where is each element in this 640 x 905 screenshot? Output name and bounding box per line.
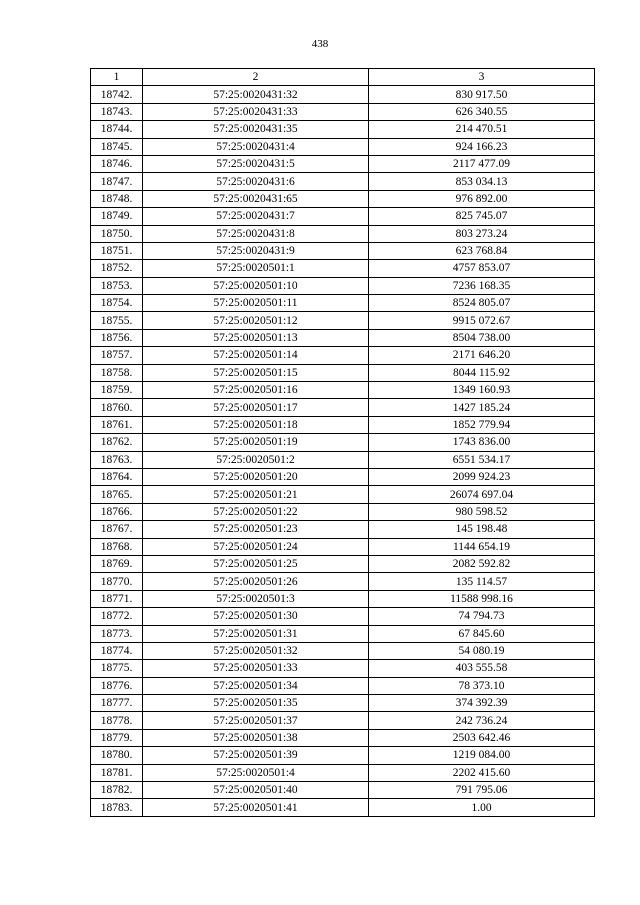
row-number-cell: 18773. [91, 625, 143, 642]
row-number-cell: 18767. [91, 521, 143, 538]
cadastral-number-cell: 57:25:0020431:32 [143, 86, 369, 103]
table-row [91, 608, 595, 625]
row-number-cell: 18776. [91, 677, 143, 694]
table-row [91, 555, 595, 572]
row-number-cell: 18779. [91, 729, 143, 746]
cadastral-number-cell: 57:25:0020501:31 [143, 625, 369, 642]
table-row [91, 155, 595, 172]
value-cell: 214 470.51 [369, 121, 595, 138]
value-cell: 11588 998.16 [369, 590, 595, 607]
value-cell: 135 114.57 [369, 573, 595, 590]
cadastral-number-cell: 57:25:0020431:6 [143, 173, 369, 190]
row-number-cell: 18743. [91, 103, 143, 120]
row-number-cell: 18758. [91, 364, 143, 381]
table-row [91, 451, 595, 468]
table-row [91, 364, 595, 381]
value-cell: 9915 072.67 [369, 312, 595, 329]
table-row [91, 625, 595, 642]
table-row [91, 434, 595, 451]
table-row [91, 538, 595, 555]
row-number-cell: 18765. [91, 486, 143, 503]
cadastral-number-cell: 57:25:0020501:24 [143, 538, 369, 555]
table-row [91, 260, 595, 277]
row-number-cell: 18775. [91, 660, 143, 677]
value-cell: 6551 534.17 [369, 451, 595, 468]
column-header-3: 3 [369, 69, 595, 86]
table-row [91, 573, 595, 590]
value-cell: 830 917.50 [369, 86, 595, 103]
table-row [91, 468, 595, 485]
cadastral-number-cell: 57:25:0020501:39 [143, 747, 369, 764]
value-cell: 1219 084.00 [369, 747, 595, 764]
value-cell: 791 795.06 [369, 782, 595, 799]
value-cell: 825 745.07 [369, 208, 595, 225]
column-header-1: 1 [91, 69, 143, 86]
table-row [91, 295, 595, 312]
cadastral-number-cell: 57:25:0020501:4 [143, 764, 369, 781]
row-number-cell: 18761. [91, 416, 143, 433]
value-cell: 2202 415.60 [369, 764, 595, 781]
row-number-cell: 18756. [91, 329, 143, 346]
value-cell: 626 340.55 [369, 103, 595, 120]
table-row [91, 138, 595, 155]
table-row [91, 677, 595, 694]
value-cell: 374 392.39 [369, 695, 595, 712]
row-number-cell: 18766. [91, 503, 143, 520]
row-number-cell: 18769. [91, 555, 143, 572]
table-row [91, 312, 595, 329]
row-number-cell: 18749. [91, 208, 143, 225]
table-row [91, 121, 595, 138]
cadastral-number-cell: 57:25:0020501:3 [143, 590, 369, 607]
value-cell: 1349 160.93 [369, 382, 595, 399]
cadastral-number-cell: 57:25:0020501:34 [143, 677, 369, 694]
value-cell: 2099 924.23 [369, 468, 595, 485]
cadastral-number-cell: 57:25:0020501:26 [143, 573, 369, 590]
value-cell: 4757 853.07 [369, 260, 595, 277]
value-cell: 26074 697.04 [369, 486, 595, 503]
table-row [91, 416, 595, 433]
cadastral-number-cell: 57:25:0020501:2 [143, 451, 369, 468]
value-cell: 2503 642.46 [369, 729, 595, 746]
cadastral-number-cell: 57:25:0020431:35 [143, 121, 369, 138]
row-number-cell: 18745. [91, 138, 143, 155]
cadastral-number-cell: 57:25:0020501:17 [143, 399, 369, 416]
table-row [91, 747, 595, 764]
table-row [91, 590, 595, 607]
row-number-cell: 18744. [91, 121, 143, 138]
cadastral-number-cell: 57:25:0020501:32 [143, 642, 369, 659]
cadastral-number-cell: 57:25:0020501:37 [143, 712, 369, 729]
table-row [91, 799, 595, 816]
value-cell: 2171 646.20 [369, 347, 595, 364]
table-row [91, 103, 595, 120]
value-cell: 976 892.00 [369, 190, 595, 207]
table-row [91, 782, 595, 799]
table-row [91, 347, 595, 364]
table-row [91, 208, 595, 225]
table-row [91, 173, 595, 190]
value-cell: 8504 738.00 [369, 329, 595, 346]
row-number-cell: 18772. [91, 608, 143, 625]
row-number-cell: 18755. [91, 312, 143, 329]
cadastral-number-cell: 57:25:0020431:65 [143, 190, 369, 207]
cadastral-number-cell: 57:25:0020501:41 [143, 799, 369, 816]
cadastral-number-cell: 57:25:0020501:1 [143, 260, 369, 277]
table-row [91, 695, 595, 712]
row-number-cell: 18780. [91, 747, 143, 764]
value-cell: 623 768.84 [369, 242, 595, 259]
value-cell: 1144 654.19 [369, 538, 595, 555]
row-number-cell: 18753. [91, 277, 143, 294]
row-number-cell: 18757. [91, 347, 143, 364]
cadastral-number-cell: 57:25:0020501:18 [143, 416, 369, 433]
table-row [91, 277, 595, 294]
row-number-cell: 18763. [91, 451, 143, 468]
cadastral-number-cell: 57:25:0020501:23 [143, 521, 369, 538]
cadastral-number-cell: 57:25:0020501:21 [143, 486, 369, 503]
value-cell: 1427 185.24 [369, 399, 595, 416]
row-number-cell: 18770. [91, 573, 143, 590]
row-number-cell: 18750. [91, 225, 143, 242]
row-number-cell: 18783. [91, 799, 143, 816]
row-number-cell: 18747. [91, 173, 143, 190]
table-row [91, 764, 595, 781]
row-number-cell: 18759. [91, 382, 143, 399]
cadastral-number-cell: 57:25:0020501:33 [143, 660, 369, 677]
cadastral-number-cell: 57:25:0020501:15 [143, 364, 369, 381]
value-cell: 2117 477.09 [369, 155, 595, 172]
table-row [91, 642, 595, 659]
page-number: 438 [311, 38, 329, 50]
table-row [91, 503, 595, 520]
value-cell: 78 373.10 [369, 677, 595, 694]
cadastral-number-cell: 57:25:0020501:10 [143, 277, 369, 294]
cadastral-value-table [90, 68, 595, 817]
cadastral-number-cell: 57:25:0020501:20 [143, 468, 369, 485]
cadastral-number-cell: 57:25:0020431:5 [143, 155, 369, 172]
value-cell: 7236 168.35 [369, 277, 595, 294]
value-cell: 924 166.23 [369, 138, 595, 155]
table-row [91, 242, 595, 259]
row-number-cell: 18746. [91, 155, 143, 172]
cadastral-number-cell: 57:25:0020501:30 [143, 608, 369, 625]
row-number-cell: 18762. [91, 434, 143, 451]
value-cell: 54 080.19 [369, 642, 595, 659]
cadastral-number-cell: 57:25:0020501:16 [143, 382, 369, 399]
table-row [91, 225, 595, 242]
row-number-cell: 18754. [91, 295, 143, 312]
value-cell: 1852 779.94 [369, 416, 595, 433]
value-cell: 8524 805.07 [369, 295, 595, 312]
cadastral-number-cell: 57:25:0020501:40 [143, 782, 369, 799]
value-cell: 803 273.24 [369, 225, 595, 242]
column-header-2: 2 [143, 69, 369, 86]
table-body [91, 86, 595, 816]
row-number-cell: 18760. [91, 399, 143, 416]
table-row [91, 190, 595, 207]
cadastral-number-cell: 57:25:0020501:12 [143, 312, 369, 329]
value-cell: 242 736.24 [369, 712, 595, 729]
row-number-cell: 18768. [91, 538, 143, 555]
cadastral-number-cell: 57:25:0020431:9 [143, 242, 369, 259]
table-row [91, 521, 595, 538]
table-row [91, 86, 595, 103]
table-row [91, 729, 595, 746]
row-number-cell: 18778. [91, 712, 143, 729]
cadastral-number-cell: 57:25:0020431:7 [143, 208, 369, 225]
table-row [91, 712, 595, 729]
cadastral-number-cell: 57:25:0020501:11 [143, 295, 369, 312]
row-number-cell: 18764. [91, 468, 143, 485]
value-cell: 1.00 [369, 799, 595, 816]
value-cell: 67 845.60 [369, 625, 595, 642]
row-number-cell: 18742. [91, 86, 143, 103]
value-cell: 74 794.73 [369, 608, 595, 625]
value-cell: 980 598.52 [369, 503, 595, 520]
value-cell: 2082 592.82 [369, 555, 595, 572]
row-number-cell: 18752. [91, 260, 143, 277]
cadastral-number-cell: 57:25:0020501:19 [143, 434, 369, 451]
row-number-cell: 18781. [91, 764, 143, 781]
row-number-cell: 18774. [91, 642, 143, 659]
cadastral-number-cell: 57:25:0020501:25 [143, 555, 369, 572]
cadastral-number-cell: 57:25:0020501:22 [143, 503, 369, 520]
cadastral-number-cell: 57:25:0020431:4 [143, 138, 369, 155]
row-number-cell: 18771. [91, 590, 143, 607]
row-number-cell: 18782. [91, 782, 143, 799]
cadastral-number-cell: 57:25:0020501:13 [143, 329, 369, 346]
cadastral-number-cell: 57:25:0020501:38 [143, 729, 369, 746]
value-cell: 8044 115.92 [369, 364, 595, 381]
value-cell: 1743 836.00 [369, 434, 595, 451]
value-cell: 403 555.58 [369, 660, 595, 677]
table-row [91, 660, 595, 677]
cadastral-number-cell: 57:25:0020431:8 [143, 225, 369, 242]
cadastral-number-cell: 57:25:0020501:35 [143, 695, 369, 712]
table-row [91, 382, 595, 399]
table-header-row [91, 69, 595, 86]
row-number-cell: 18751. [91, 242, 143, 259]
cadastral-number-cell: 57:25:0020431:33 [143, 103, 369, 120]
value-cell: 853 034.13 [369, 173, 595, 190]
cadastral-number-cell: 57:25:0020501:14 [143, 347, 369, 364]
table-row [91, 486, 595, 503]
row-number-cell: 18777. [91, 695, 143, 712]
value-cell: 145 198.48 [369, 521, 595, 538]
row-number-cell: 18748. [91, 190, 143, 207]
table-row [91, 399, 595, 416]
table-row [91, 329, 595, 346]
